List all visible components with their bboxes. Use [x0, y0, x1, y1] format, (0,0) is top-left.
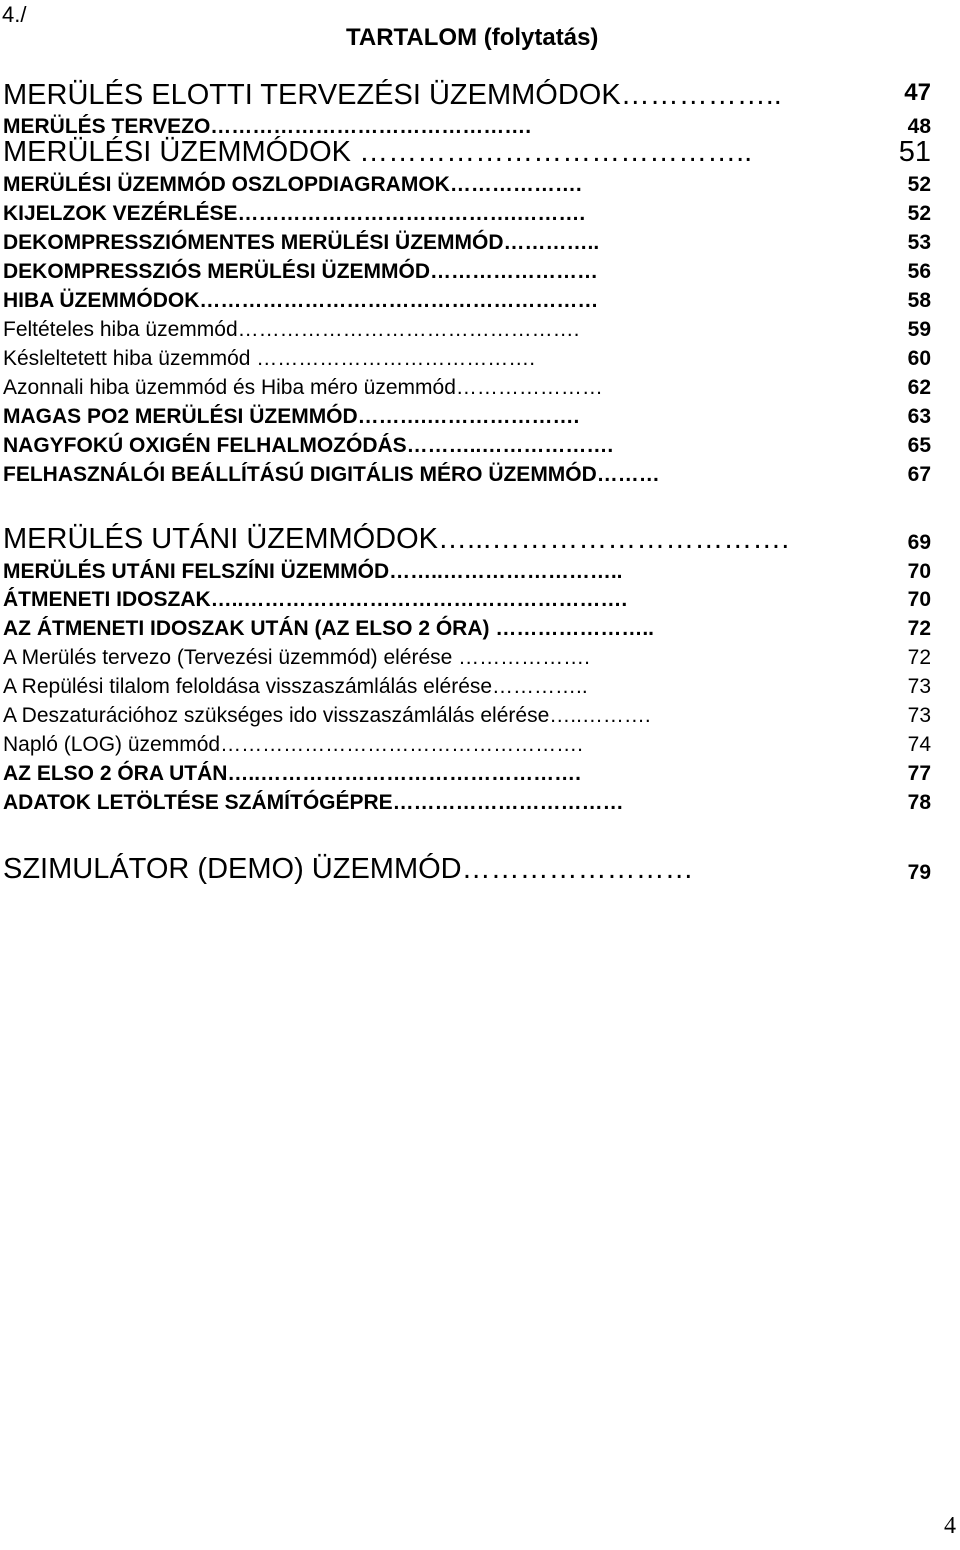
toc-entry [3, 762, 931, 788]
toc-entry-title: ÁTMENETI IDOSZAK…..………………………………………………. [3, 588, 628, 611]
toc-entry [3, 289, 931, 315]
toc-entry [3, 405, 931, 431]
toc-entry [3, 523, 931, 557]
toc-entry-page: 70 [907, 588, 931, 611]
toc-entry-page: 52 [907, 173, 931, 196]
page-number: 4 [944, 1513, 956, 1539]
toc-entry-title: Azonnali hiba üzemmód és Hiba méro üzemmód………………… [3, 376, 603, 399]
toc-entry-title: MERÜLÉS ELOTTI TERVEZÉSI ÜZEMMÓDOK…………….. [3, 79, 782, 111]
toc-entry-page: 69 [907, 531, 931, 554]
toc-entry-page: 63 [907, 405, 931, 428]
toc-entry-title: KIJELZOK VEZÉRLÉSE………………………………….………. [3, 202, 586, 225]
toc-entry-page: 77 [907, 762, 931, 785]
toc-entry-title: ADATOK LETÖLTÉSE SZÁMÍTÓGÉPRE…………………………… [3, 791, 624, 814]
toc-entry-page: 59 [907, 318, 931, 341]
toc-entry-title: A Repülési tilalom feloldása visszaszámlálás elérése………….. [3, 675, 588, 698]
toc-entry-title: Feltételes hiba üzemmód…………………………………………. [3, 318, 580, 341]
toc-entry-title: NAGYFOKÚ OXIGÉN FELHALMOZÓDÁS………..………………. [3, 434, 614, 457]
toc-entry-page: 74 [907, 733, 931, 756]
toc-entry-page: 73 [907, 675, 931, 698]
toc-entry-page: 73 [907, 704, 931, 727]
toc-entry-title: AZ ÁTMENETI IDOSZAK UTÁN (AZ ELSO 2 ÓRA) ………………….. [3, 617, 654, 640]
toc-entry-page: 65 [907, 434, 931, 457]
toc-entry-title: MERÜLÉS UTÁNI ÜZEMMÓDOK…...…………………………. [3, 523, 790, 555]
toc-entry-title: Késleltetett hiba üzemmód …………………………………. [3, 347, 536, 370]
toc-entry [3, 79, 931, 113]
toc-entry-title: HIBA ÜZEMMÓDOK………………………………………………… [3, 289, 599, 312]
toc-entry-page: 72 [907, 646, 931, 669]
toc-entry [3, 318, 931, 344]
toc-entry-title: Napló (LOG) üzemmód……………………………………………. [3, 733, 583, 756]
toc-entry-page: 67 [907, 463, 931, 486]
toc-entry [3, 463, 931, 489]
toc-entry-page: 53 [907, 231, 931, 254]
section-label: 4./ [2, 2, 27, 27]
toc-entry-page: 48 [907, 115, 931, 138]
toc-entry [3, 704, 931, 730]
toc-entry [3, 791, 931, 817]
toc-entry [3, 646, 931, 672]
toc-entry [3, 231, 931, 257]
toc-entry-page: 70 [907, 560, 931, 583]
toc-entry-page: 60 [907, 347, 931, 370]
toc-entry [3, 560, 931, 586]
toc-entry [3, 173, 931, 199]
toc-entry-page: 79 [907, 861, 931, 884]
toc-entry-title: SZIMULÁTOR (DEMO) ÜZEMMÓD…………………… [3, 853, 694, 885]
toc-entry-page: 58 [907, 289, 931, 312]
toc-entry-page: 78 [907, 791, 931, 814]
toc-entry-page: 52 [907, 202, 931, 225]
toc-entry-page: 56 [907, 260, 931, 283]
toc-entry-title: MERÜLÉSI ÜZEMMÓDOK ………………………………….. [3, 136, 753, 168]
toc-entry [3, 376, 931, 402]
toc-entry-title: MERÜLÉS UTÁNI FELSZÍNI ÜZEMMÓD……..…………………….. [3, 560, 623, 583]
toc-entry [3, 136, 931, 170]
toc-entry-page: 62 [907, 376, 931, 399]
toc-entry [3, 434, 931, 460]
toc-entry [3, 347, 931, 373]
toc-entry-title: DEKOMPRESSZIÓMENTES MERÜLÉSI ÜZEMMÓD………….. [3, 231, 600, 254]
toc-entry-title: A Deszaturációhoz szükséges ido visszaszámlálás elérése…..………. [3, 704, 651, 727]
toc-entry [3, 588, 931, 614]
toc-entry-title: FELHASZNÁLÓI BEÁLLÍTÁSÚ DIGITÁLIS MÉRO ÜZEMMÓD……… [3, 463, 660, 486]
toc-entry [3, 853, 931, 887]
toc-entry [3, 260, 931, 286]
toc-entry-title: MERÜLÉS TERVEZO………………………………………. [3, 115, 532, 138]
toc-entry-title: A Merülés tervezo (Tervezési üzemmód) elérése ………………. [3, 646, 591, 669]
toc-entry-title: MERÜLÉSI ÜZEMMÓD OSZLOPDIAGRAMOK………………. [3, 173, 582, 196]
toc-entry-title: MAGAS PO2 MERÜLÉSI ÜZEMMÓD……….…………………. [3, 405, 580, 428]
toc-entry-page: 51 [898, 136, 931, 168]
page-title: TARTALOM (folytatás) [346, 24, 599, 51]
toc-entry-page: 72 [907, 617, 931, 640]
toc-entry [3, 617, 931, 643]
toc-entry-page: 47 [904, 79, 931, 106]
toc-entry [3, 675, 931, 701]
toc-entry-title: AZ ELSO 2 ÓRA UTÁN…..………………………………………. [3, 762, 581, 785]
toc-entry-title: DEKOMPRESSZIÓS MERÜLÉSI ÜZEMMÓD…………………… [3, 260, 599, 283]
toc-entry [3, 733, 931, 759]
toc-entry [3, 202, 931, 228]
